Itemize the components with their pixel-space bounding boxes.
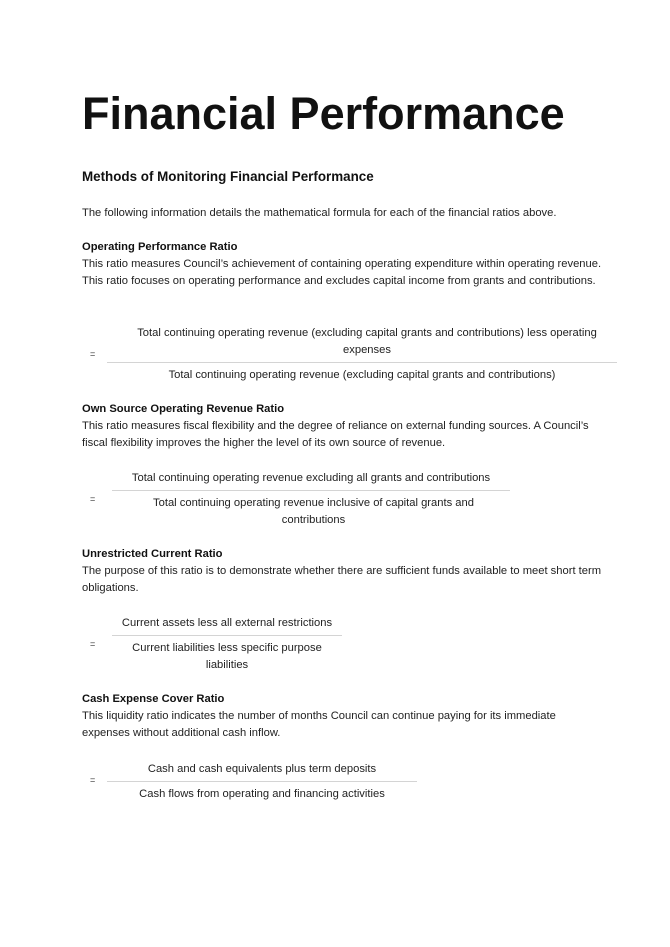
fraction: [112, 615, 342, 674]
denominator: Total continuing operating revenue inclusive of capital grants and contributions: [153, 497, 474, 526]
ratio-description: The purpose of this ratio is to demonstrate whether there are sufficient funds available to meet short term obligations.: [82, 565, 602, 594]
ratio-section-unrestricted-current: [82, 546, 602, 597]
numerator: Cash and cash equivalents plus term deposits: [107, 761, 417, 782]
ratio-heading: Operating Performance Ratio: [82, 241, 238, 253]
ratio-description: This ratio measures Council’s achievement of containing operating expenditure within operating revenue. This ratio focuses on operating performance and excludes capital income from grants and contributions.: [82, 258, 602, 287]
page-title: Financial Performance: [82, 88, 565, 139]
denominator: Current liabilities less specific purpose liabilities: [132, 642, 322, 671]
ratio-section-cash-expense-cover: [82, 691, 602, 742]
ratio-heading: Unrestricted Current Ratio: [82, 548, 223, 560]
fraction: [107, 325, 617, 384]
equals-sign: =: [90, 349, 96, 359]
ratio-description: This liquidity ratio indicates the number of months Council can continue paying for its immediate expenses without additional cash inflow.: [82, 710, 556, 739]
numerator: Total continuing operating revenue excluding all grants and contributions: [112, 470, 510, 491]
numerator: Total continuing operating revenue (excluding capital grants and contributions) less operating expenses: [107, 325, 617, 363]
denominator: Total continuing operating revenue (excluding capital grants and contributions): [168, 369, 556, 381]
equals-sign: =: [90, 494, 96, 504]
ratio-heading: Cash Expense Cover Ratio: [82, 693, 225, 705]
equals-sign: =: [90, 775, 96, 785]
ratio-description: This ratio measures fiscal flexibility and the degree of reliance on external funding sources. A Council’s fiscal flexibility improves the higher the level of its own source of revenue.: [82, 420, 589, 449]
fraction: [107, 761, 417, 803]
denominator: Cash flows from operating and financing activities: [139, 788, 385, 800]
equals-sign: =: [90, 639, 96, 649]
intro-paragraph: The following information details the mathematical formula for each of the financial ratios above.: [82, 207, 557, 219]
page-subtitle: Methods of Monitoring Financial Performance: [82, 169, 374, 184]
ratio-section-operating-performance: [82, 239, 602, 290]
ratio-section-own-source-revenue: [82, 401, 602, 452]
ratio-heading: Own Source Operating Revenue Ratio: [82, 403, 285, 415]
numerator: Current assets less all external restrictions: [112, 615, 342, 636]
fraction: [112, 470, 510, 529]
